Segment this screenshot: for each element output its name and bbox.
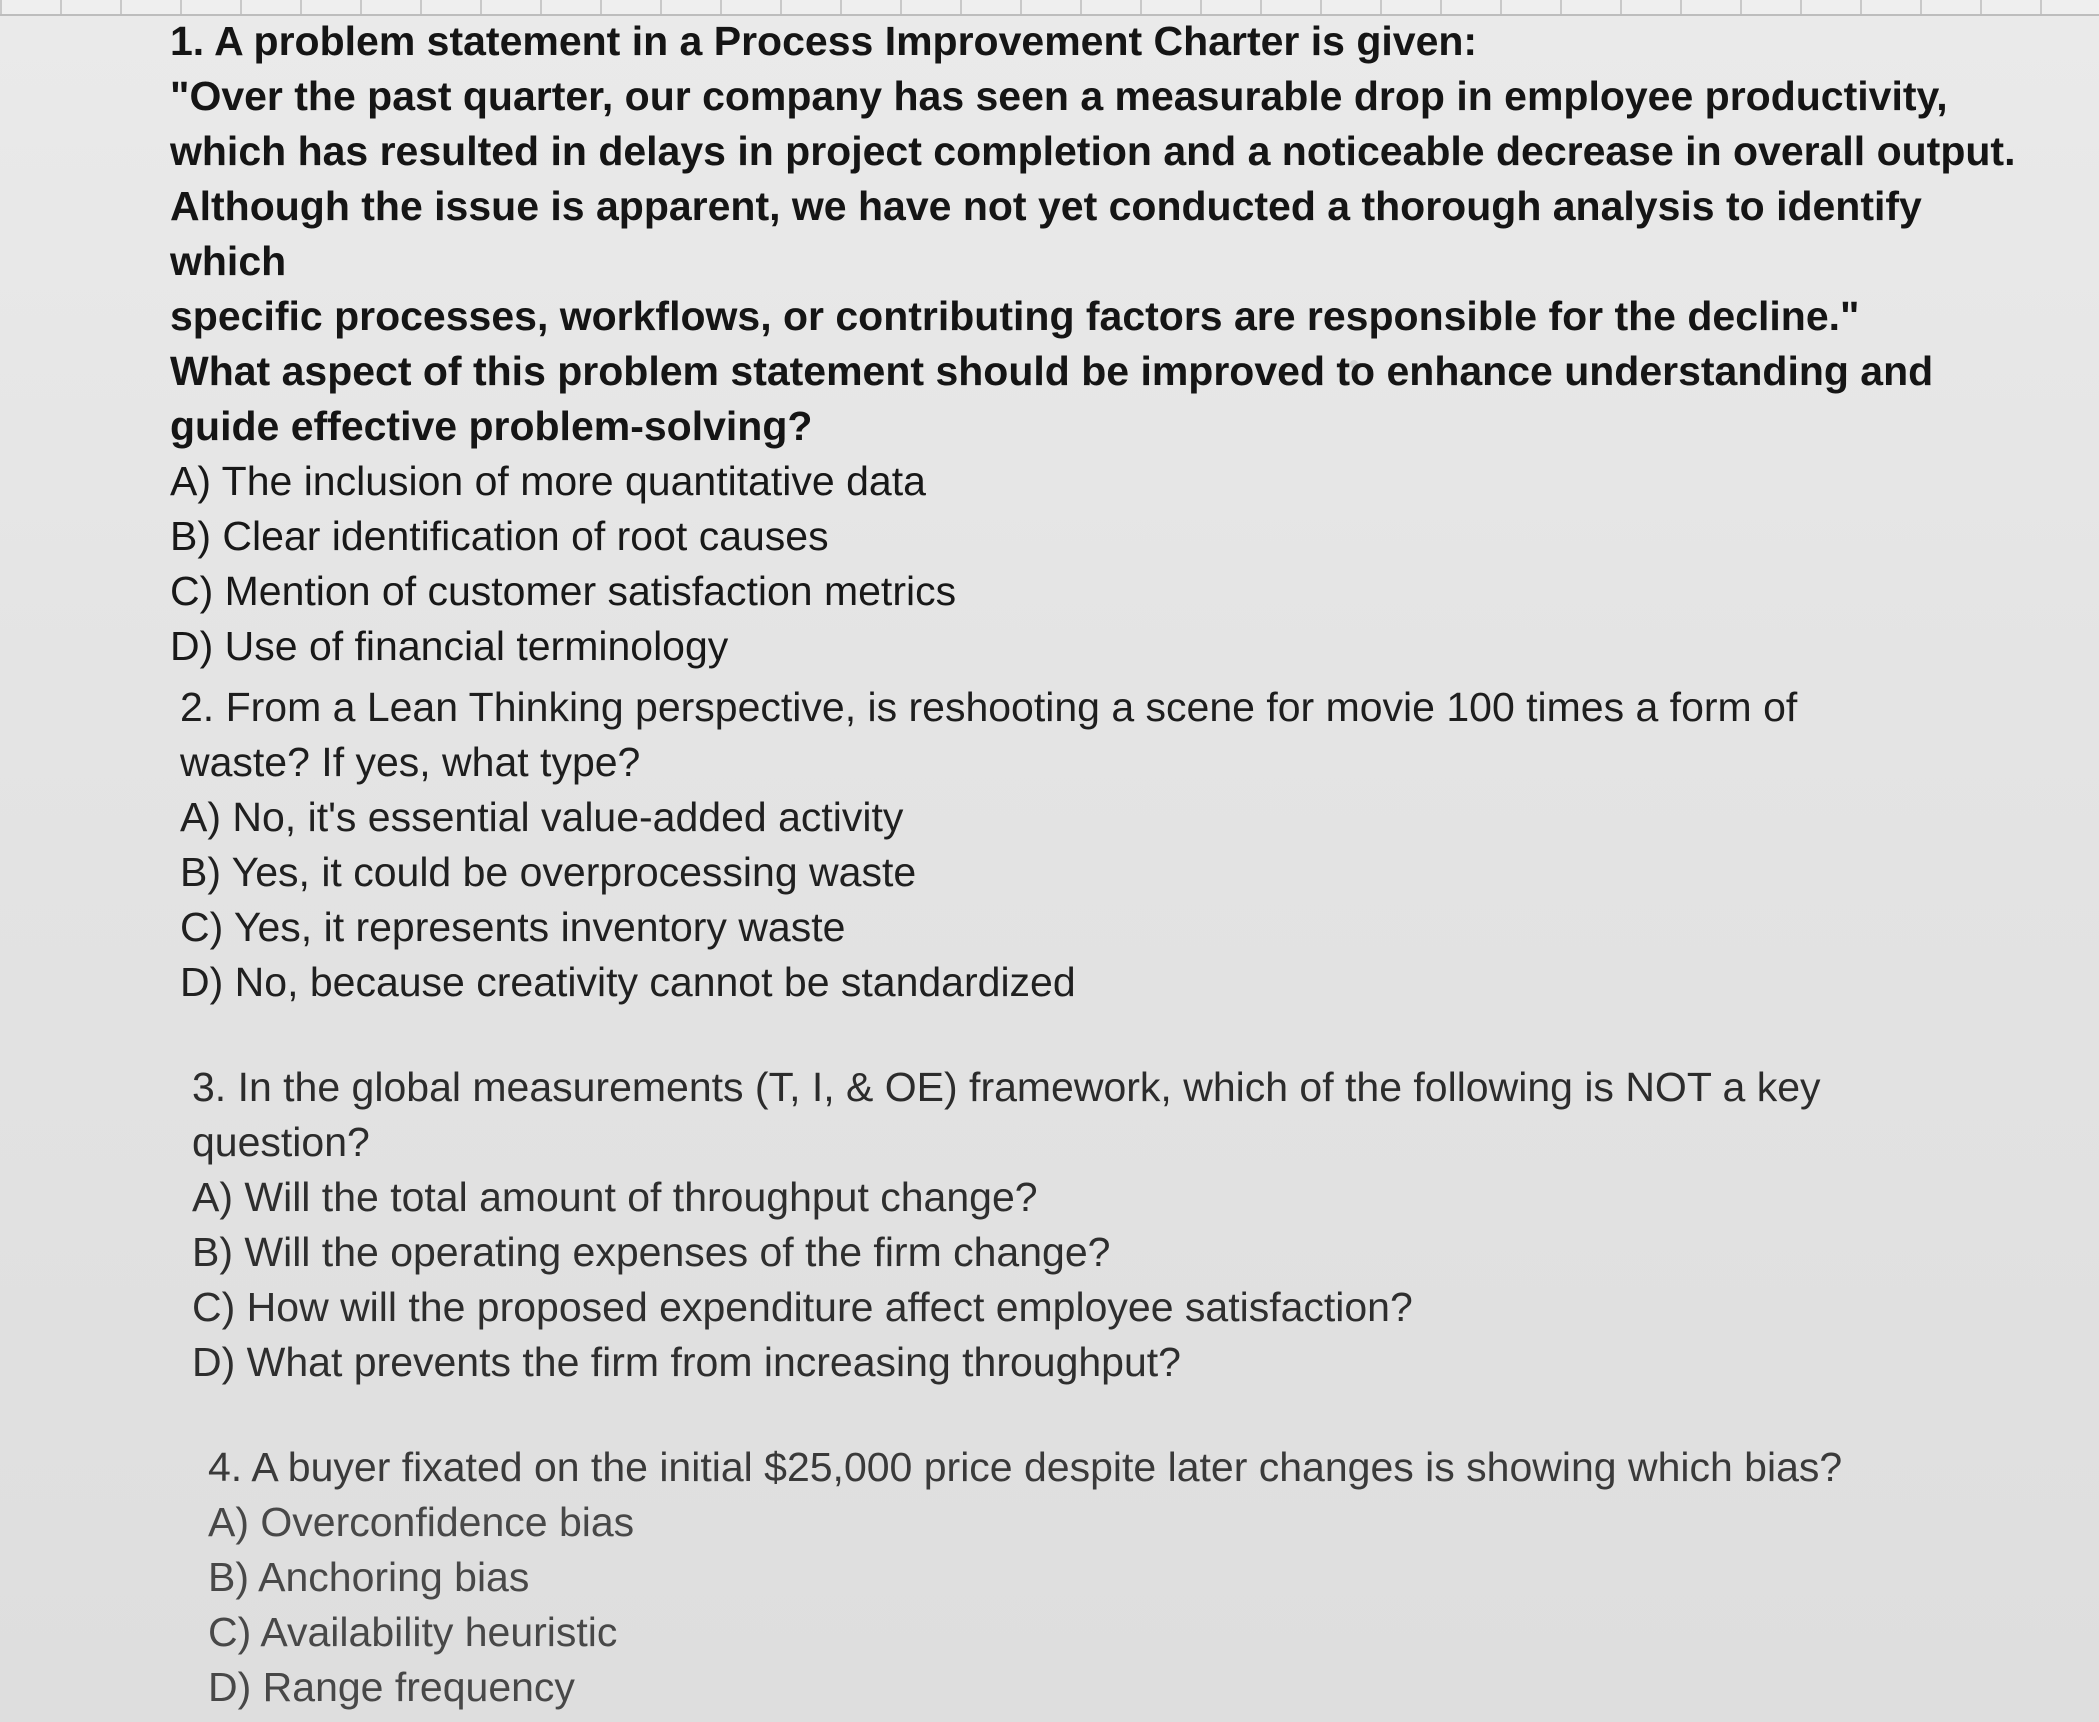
question-4-options [208,1495,2068,1715]
question-2-option-a: A) No, it's essential value-added activity [180,794,904,840]
question-1-option-b: B) Clear identification of root causes [170,513,829,559]
question-1-option-d: D) Use of financial terminology [170,623,729,669]
question-2-options [180,790,2040,1010]
question-3-option-c: C) How will the proposed expenditure affect employee satisfaction? [192,1284,1413,1330]
question-2 [180,680,2040,1010]
question-4 [208,1440,2068,1715]
question-3-option-d: D) What prevents the firm from increasing throughput? [192,1339,1181,1385]
question-1 [170,14,2030,674]
question-3-option-a: A) Will the total amount of throughput change? [192,1174,1038,1220]
question-4-option-b: B) Anchoring bias [208,1554,530,1600]
question-4-option-d: D) Range frequency [208,1664,575,1710]
question-1-text: 1. A problem statement in a Process Improvement Charter is given: "Over the past quarter, our company has seen a measurable drop in employee productivity, which has resulted in delays in project completion and a noticeable decrease in overall output. Although the issue is apparent, we have not yet conducted a thorough analysis to identify which specific processes, workflows, or contributing factors are responsible for the decline." What aspect of this problem statement should be improved to enhance understanding and guide effective problem-solving? [170,18,2016,449]
question-1-options [170,454,2030,674]
question-1-option-a: A) The inclusion of more quantitative data [170,458,926,504]
question-3-options [192,1170,2052,1390]
question-4-option-a: A) Overconfidence bias [208,1499,635,1545]
question-2-option-b: B) Yes, it could be overprocessing waste [180,849,917,895]
question-3-text: 3. In the global measurements (T, I, & OE) framework, which of the following is NOT a key question? [192,1064,1821,1165]
question-2-text: 2. From a Lean Thinking perspective, is reshooting a scene for movie 100 times a form of waste? If yes, what type? [180,684,1798,785]
question-4-text: 4. A buyer fixated on the initial $25,000 price despite later changes is showing which bias? [208,1444,1843,1490]
question-2-option-d: D) No, because creativity cannot be standardized [180,959,1076,1005]
question-3-option-b: B) Will the operating expenses of the firm change? [192,1229,1111,1275]
question-2-option-c: C) Yes, it represents inventory waste [180,904,846,950]
question-4-option-c: C) Availability heuristic [208,1609,618,1655]
question-3 [192,1060,2052,1390]
question-1-option-c: C) Mention of customer satisfaction metrics [170,568,957,614]
